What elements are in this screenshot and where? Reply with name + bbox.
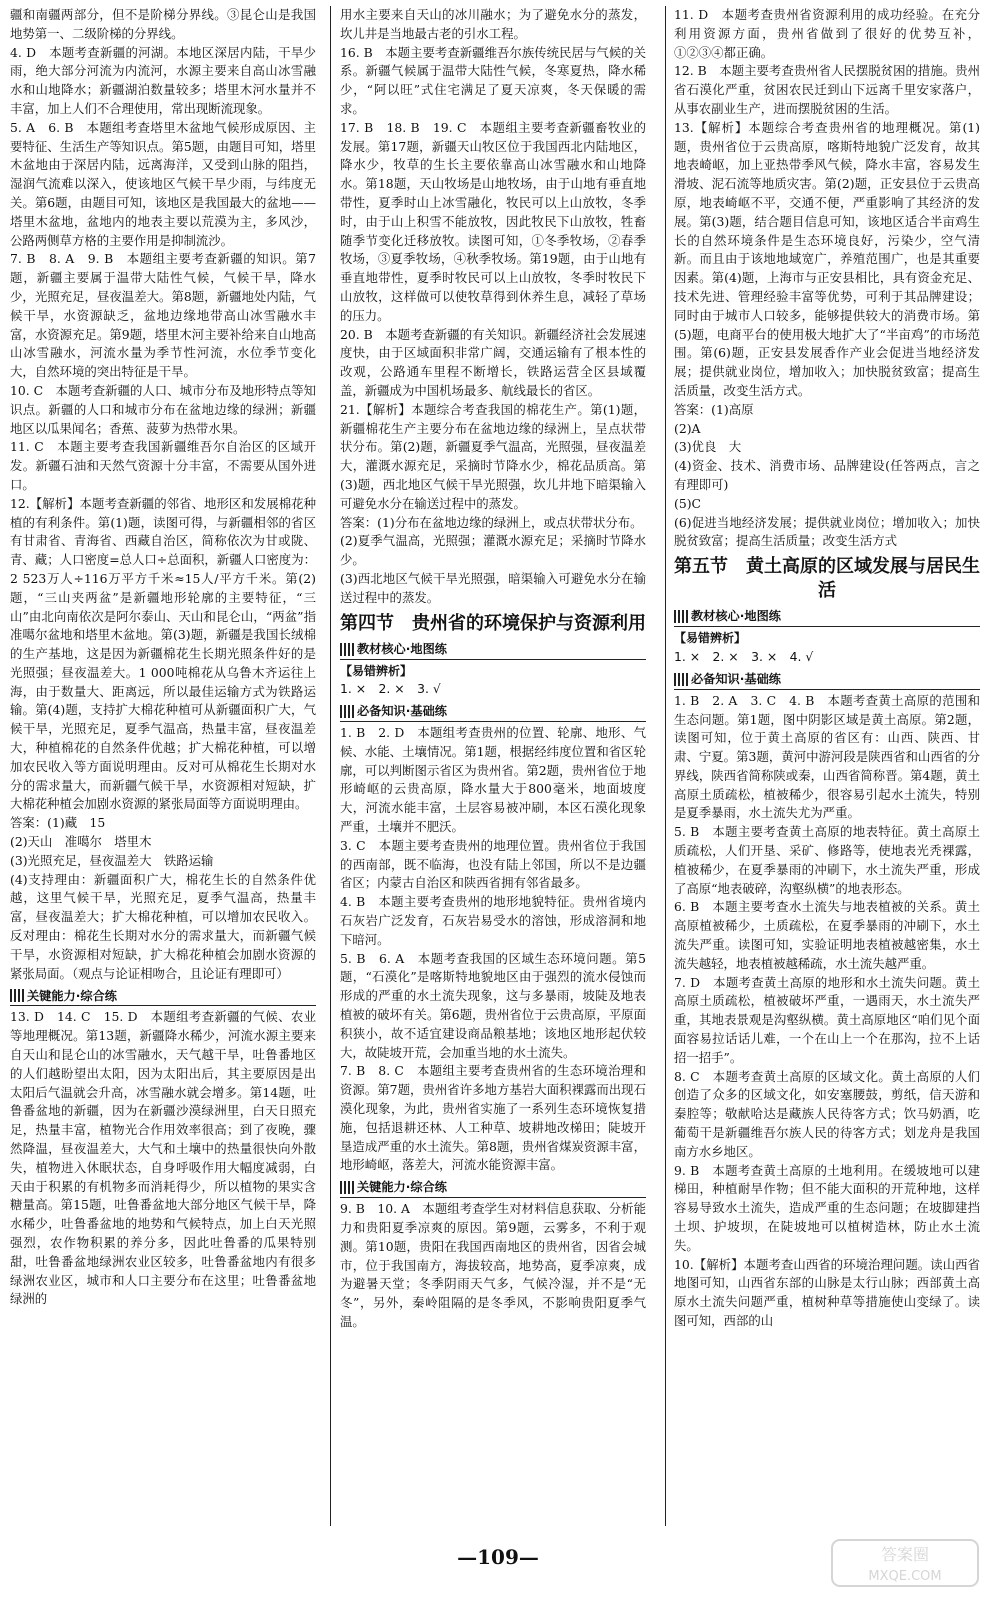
answer-paragraph: 答案：(1)高原 <box>674 401 754 417</box>
svg-text:MXQE.COM: MXQE.COM <box>868 1569 942 1584</box>
column-middle <box>340 6 646 1536</box>
answer-paragraph: 3. C 本题主要考查贵州的地理位置。贵州省位于我国的西南部，既不临海，也没有陆上邻国，所以不是边疆省区；内蒙古自治区和陕西省拥有邻省最多。 <box>340 837 646 891</box>
stripe-icon <box>340 705 354 718</box>
section-header-label: 关键能力·综合练 <box>357 1180 447 1195</box>
section-header-label: 必备知识·基础练 <box>357 704 447 719</box>
answer-paragraph: 答案：(1)分布在盆地边缘的绿洲上，或点状带状分布。 <box>340 514 643 530</box>
answer-paragraph: 7. D 本题考查黄土高原的地形和水土流失问题。黄土高原土质疏松，植被破坏严重，一遇雨天，水土流失严重，其地表景观是沟壑纵横。黄土高原地区“咱们见个面面容易拉话话儿难，一个在山上一个在那沟，拉不上话招一招手”。 <box>674 974 980 1065</box>
answer-paragraph: 1. B 2. A 3. C 4. B 本题考查黄土高原的范围和生态问题。第1题，图中阴影区域是黄土高原。第2题，读图可知，位于黄土高原的省区有：山西、陕西、甘肃、宁夏。第3题，黄河中游河段是陕西省和山西省的分界线，陕西省简称陕或秦，山西省简称晋。第4题，黄土高原土质疏松，植被稀少，很容易引起水土流失，特别是夏季暴雨，水土流失尤为严重。 <box>674 692 980 821</box>
answer-paragraph: 用水主要来自天山的冰川融水；为了避免水分的蒸发，坎儿井是当地最古老的引水工程。 <box>340 7 646 41</box>
svg-text:答案圈: 答案圈 <box>880 1545 930 1564</box>
answer-paragraph: 5. B 6. A 本题考查我国的区域生态环境问题。第5题，“石漠化”是喀斯特地貌地区由于强烈的流水侵蚀而形成的严重的水土流失现象，这与多暴雨，坡陡及地表植被的破坏有关。第6题，贵州省位于云贵高原，平原面积狭小，故不适宜建设商品粮基地；该地区地形起伏较大，故陡坡开荒，会加重当地的水土流失。 <box>340 950 646 1060</box>
watermark-logo <box>830 1538 980 1588</box>
section-header <box>340 702 646 722</box>
error-analysis-tag: 【易错辨析】 <box>340 663 413 678</box>
column-right <box>674 6 980 1536</box>
answer-paragraph: 13. D 14. C 15. D 本题组考查新疆的气候、农业等地理概况。第13题，新疆降水稀少，河流水源主要来自天山和昆仑山的冰雪融水，天气越干旱，吐鲁番地区的人们越盼望出太阳，因为太阳出后，其主要原因是出太阳后气温就会升高，冰雪融水就会增多。第14题，吐鲁番盆地的新疆，因为在新疆沙漠绿洲里，白天日照充足，热量丰富，植物光合作用效率很高；到了夜晚，骤然降温，昼夜温差大，大气和土壤中的热量很快向外散失，植物进入休眠状态，自身呼吸作用大幅度减弱，白天由于积累的有机物多而消耗得少，所以植物的果实含糖量高。第15题，吐鲁番盆地大部分地区气候干旱，降水稀少，吐鲁番盆地的地势和气候特点，加上白天光照强烈，农作物积累的养分多，因此吐鲁番的瓜果特别甜，吐鲁番盆地绿洲农业区较多，吐鲁番盆地内有很多绿洲农业区，城市和人口主要分布在这里；吐鲁番盆地绿洲的 <box>10 1009 316 1307</box>
answer-paragraph: (2)A <box>674 420 701 436</box>
answer-paragraph: 疆和南疆两部分，但不是阶梯分界线。③昆仑山是我国地势第一、二级阶梯的分界线。 <box>10 7 316 41</box>
answer-paragraph: 9. B 本题考查黄土高原的土地利用。在缓坡地可以建梯田，种植耐旱作物；但不能大面积的开荒种地，这样容易导致水土流失，造成严重的生态问题；在坡脚建挡土坝、护坡坝，在陡坡地可以植树造林，防止水土流失。 <box>674 1162 980 1253</box>
section-header-label: 教材核心·地图练 <box>357 641 447 656</box>
column-left <box>10 6 316 1536</box>
column-divider <box>330 6 331 1526</box>
answer-paragraph: 11. C 本题主要考查我国新疆维吾尔自治区的区域开发。新疆石油和天然气资源十分丰富，不需要从国外进口。 <box>10 439 316 492</box>
answer-paragraph: 9. B 10. A 本题组考查学生对材料信息获取、分析能力和贵阳夏季凉爽的原因。第9题，云雾多，不利于观测。第10题，贵阳在我国西南地区的贵州省，因省会城市，位于我国南方，海拔较高，地势高，夏季凉爽，成为避暑天堂；冬季阴雨天气多，气候冷湿，并不是“无冬”，另外，秦岭阻隔的是冬季风，不影响贵阳夏季气温。 <box>340 1201 646 1329</box>
answer-paragraph: 12.【解析】本题考查新疆的邻省、地形区和发展棉花种植的有利条件。第(1)题，读图可得，与新疆相邻的省区有甘肃省、青海省、西藏自治区，简称依次为甘或陇、青、藏；人口密度=总人口÷总面积，新疆人口密度为：2 523万人÷116万平方千米≈15人/平方千米。第(2)题，“三山夹两盆”是新疆地形轮廓的主要特征，“三山”由北向南依次是阿尔泰山、天山和昆仑山，“两盆”指准噶尔盆地和塔里木盆地。第(3)题，新疆是我国长绒棉的生产基地，这是因为新疆棉花生长期光照条件好的是光照强；昼夜温差大。1 000吨棉花从乌鲁木齐运往上海，由于数量大、距离远，所以最佳运输方式为铁路运输。第(4)题，支持扩大棉花种植可从新疆面积广大，气候干旱，光照充足，夏季气温高，热量丰富，昼夜温差大，种植棉花的自然条件优越；扩大棉花种植，可以增加农民收入等方面说明理由。反对可从棉花生长期对水分的需求量大，而新疆气候干旱，水资源相对短缺，扩大棉花种植会加剧水资源的紧张局面等方面说明理由。 <box>10 495 316 812</box>
answer-paragraph: 答案：(1)藏 15 <box>10 815 106 831</box>
section-header-label: 关键能力·综合练 <box>27 988 117 1003</box>
answer-paragraph: (6)促进当地经济发展；提供就业岗位；增加收入；加快脱贫致富；提高生活质量；改变生活方式 <box>674 514 980 549</box>
answer-paragraph: 4. B 本题主要考查贵州的地形地貌特征。贵州省境内石灰岩广泛发育，石灰岩易受水的溶蚀，形成溶洞和地下暗河。 <box>340 894 646 947</box>
error-analysis-tag: 【易错辨析】 <box>674 631 747 646</box>
answer-paragraph: 8. C 本题考查黄土高原的区域文化。黄土高原的人们创造了众多的区域文化，如安塞腰鼓，剪纸，信天游和秦腔等；敬献哈达是藏族人民待客方式；饮马奶酒，吃葡萄干是新疆维吾尔族人民的待客方式；划龙舟是我国南方水乡地区。 <box>674 1068 980 1159</box>
stripe-icon <box>674 610 688 623</box>
page-number: —109— <box>457 1545 539 1569</box>
answer-paragraph: (4)支持理由：新疆面积广大，棉花生长的自然条件优越，这里气候干旱，光照充足，夏季气温高，热量丰富，昼夜温差大；扩大棉花种植，可以增加农民收入。反对理由：棉花生长期对水分的需求量大，而新疆气候干旱，水资源相对短缺，扩大棉花种植会加剧水资源的紧张局面。（观点与论证相吻合，且论证有理即可） <box>10 871 316 981</box>
answer-paragraph: 17. B 18. B 19. C 本题组主要考查新疆畜牧业的发展。第17题，新疆天山牧区位于我国西北内陆地区，降水少，牧草的生长主要依靠高山冰雪融水和山地降水。第18题，天山牧场是山地牧场，由于山地有垂直地带性，夏季时山上冰雪融化，牧民可以上山放牧，冬季时，由于山上积雪不能放牧，因此牧民下山放牧，牲畜随季节变化迁移放牧。读图可知，①冬季牧场，②春季牧场，③夏季牧场，④秋季牧场。第19题，由于山地有垂直地带性，夏季时牧民可以上山放牧，冬季时牧民下山放牧，这样做可以使牧草得到休养生息，减轻了草场的压力。 <box>340 119 646 323</box>
chapter-section-title: 第四节 贵州省的环境保护与资源利用 <box>340 612 646 634</box>
true-false-answers: 1. × 2. × 3. × 4. √ <box>674 648 814 664</box>
column-divider <box>665 6 666 1526</box>
answer-paragraph: 6. B 本题主要考查水土流失与地表植被的关系。黄土高原植被稀少，土质疏松，在夏季暴雨的冲刷下，水土流失严重。读图可知，实验证明地表植被越密集，水土流失越轻，地表植被越稀疏，水土流失越严重。 <box>674 899 980 971</box>
section-header <box>674 607 980 627</box>
answer-paragraph: (3)西北地区气候干旱光照强，暗渠输入可避免水分在输送过程中的蒸发。 <box>340 570 646 605</box>
answer-paragraph: (2)夏季气温高，光照强；灌溉水源充足；采摘时节降水少。 <box>340 533 646 568</box>
answer-paragraph: (3)光照充足，昼夜温差大 铁路运输 <box>10 852 214 868</box>
section-header <box>340 1178 646 1198</box>
answer-paragraph: 12. B 本题主要考查贵州省人民摆脱贫困的措施。贵州省石漠化严重，贫困农民迁到山下远离千里安家落户，从事农副业生产，进而摆脱贫困的生活。 <box>674 63 980 116</box>
answer-paragraph: 1. B 2. D 本题组考查贵州的位置、轮廓、地形、气候、水能、土壤情况。第1题，根据经纬度位置和省区轮廓，可以判断图示省区为贵州省。第2题，贵州省位于地形崎岖的云贵高原，降水量大于800毫米，地面坡度大，河流水能丰富，土层容易被冲刷，本区石漠化现象严重，土壤并不肥沃。 <box>340 725 646 835</box>
section-header-label: 必备知识·基础练 <box>691 671 781 686</box>
chapter-section-title: 第五节 黄土高原的区域发展与居民生活 <box>674 556 980 602</box>
true-false-answers: 1. × 2. × 3. √ <box>340 681 441 697</box>
answer-paragraph: 5. A 6. B 本题组考查塔里木盆地气候形成原因、主要特征、生活生产等知识点。第5题，由题目可知，塔里木盆地由于深居内陆，远离海洋，又受到山脉的阻挡，湿润气流难以深入，使该地区气候干旱少雨，与纬度无关。第6题，由题目可知，该地区是我国最大的盆地——塔里木盆地，盆地内的地表主要以荒漠为主，多风沙，公路两侧草方格的主要作用是抑制流沙。 <box>10 119 316 248</box>
answer-paragraph: 4. D 本题考查新疆的河湖。本地区深居内陆，干旱少雨，绝大部分河流为内流河，水源主要来自高山冰雪融水和山地降水；新疆湖泊数量较多；塔里木河水量并不丰富，加上人们不合理使用，常出现断流现象。 <box>10 44 316 116</box>
answer-paragraph: (4)资金、技术、消费市场、品牌建设(任答两点，言之有理即可) <box>674 458 980 492</box>
answer-paragraph: 13.【解析】本题综合考查贵州省的地理概况。第(1)题，贵州省位于云贵高原，喀斯特地貌广泛发育，故其地表崎岖，加上亚热带季风气候，降水丰富，容易发生滑坡、泥石流等地质灾害。第(2)题，正安县位于云贵高原，地表崎岖不平，交通不便，严重影响了其经济的发展。第(3)题，结合题目信息可知，该地区适合半亩鸡生长的自然环境条件是生态环境良好，污染少，空气清新。而且由于该地地域宽广，养殖范围广，也是其重要因素。第(4)题，上海市与正安县相比，具有资金充足、技术先进、管理经验丰富等优势，可利于其品牌建设；同时由于城市人口较多，能够提供较大的消费市场。第(5)题，电商平台的使用极大地扩大了“半亩鸡”的市场范围。第(6)题，正安县发展香作产业会促进当地经济发展；提供就业岗位，增加收入；加快脱贫致富；提高生活质量，改变生活方式。 <box>674 119 980 398</box>
answer-paragraph: 16. B 本题主要考查新疆维吾尔族传统民居与气候的关系。新疆气候属于温带大陆性气候，冬寒夏热，降水稀少，“阿以旺”式住宅满足了夏天凉爽，冬天保暖的需求。 <box>340 44 646 116</box>
answer-paragraph: 10.【解析】本题考查山西省的环境治理问题。读山西省地图可知，山西省东部的山脉是太行山脉；西部黄土高原水土流失问题严重，植树种草等措施使山变绿了。读图可知，西部的山 <box>674 1256 980 1328</box>
answer-paragraph: 5. B 本题主要考查黄土高原的地表特征。黄土高原土质疏松，人们开垦、采矿、修路等，使地表光秃裸露，植被稀少，在夏季暴雨的冲刷下，水土流失严重，形成了高原“地表破碎，沟壑纵横”的地表形态。 <box>674 824 980 896</box>
stripe-icon <box>340 1181 354 1194</box>
answer-paragraph: (5)C <box>674 495 702 511</box>
section-header <box>10 986 316 1006</box>
section-header <box>340 640 646 660</box>
answer-paragraph: 7. B 8. C 本题组主要考查贵州省的生态环境治理和资源。第7题，贵州省许多地方基岩大面积裸露而出现石漠化现象，为此，贵州省实施了一系列生态环境恢复措施，包括退耕还林、人工种草、坡耕地改梯田；陡坡开垦造成严重的水土流失。第8题，贵州省煤炭资源丰富，地形崎岖，落差大，河流水能资源丰富。 <box>340 1063 646 1173</box>
answer-paragraph: (2)天山 准噶尔 塔里木 <box>10 834 152 850</box>
answer-paragraph: 21.【解析】本题综合考查我国的棉花生产。第(1)题，新疆棉花生产主要分布在盆地边缘的绿洲上，呈点状带状分布。第(2)题，新疆夏季气温高，光照强，昼夜温差大，灌溉水源充足，采摘时节降水少，棉花品质高。第(3)题，西北地区气候干旱光照强，坎儿井地下暗渠输入可避免水分在输送过程中的蒸发。 <box>340 401 646 511</box>
answer-paragraph: (3)优良 大 <box>674 439 742 455</box>
section-header <box>674 670 980 690</box>
section-header-label: 教材核心·地图练 <box>691 609 781 624</box>
answer-paragraph: 20. B 本题考查新疆的有关知识。新疆经济社会发展速度快，由于区域面积非常广阔，交通运输有了根本性的改观，公路通车里程不断增长，铁路运营全区县域覆盖，新疆成为中国机场最多、航线最长的省区。 <box>340 326 646 398</box>
answer-paragraph: 7. B 8. A 9. B 本题组主要考查新疆的知识。第7题，新疆主要属于温带大陆性气候，气候干旱，降水少，光照充足，昼夜温差大。第8题，新疆地处内陆，气候干旱，水资源缺乏，盆地边缘地带高山冰雪融水丰富，水资源充足。第9题，塔里木河主要补给来自山地高山冰雪融水，河流水量为季节性河流，水位季节变化大，自然环境的突出特征是干旱。 <box>10 251 316 380</box>
answer-paragraph: 11. D 本题考查贵州省资源利用的成功经验。在充分利用资源方面，贵州省做到了很好的优势互补，①②③④都正确。 <box>674 7 980 60</box>
stripe-icon <box>674 673 688 686</box>
stripe-icon <box>340 643 354 656</box>
stripe-icon <box>10 989 24 1002</box>
answer-paragraph: 10. C 本题考查新疆的人口、城市分布及地形特点等知识点。新疆的人口和城市分布在盆地边缘的绿洲；新疆地区以瓜果闻名；香蕉、菠萝为热带水果。 <box>10 382 316 436</box>
page <box>10 6 986 1546</box>
